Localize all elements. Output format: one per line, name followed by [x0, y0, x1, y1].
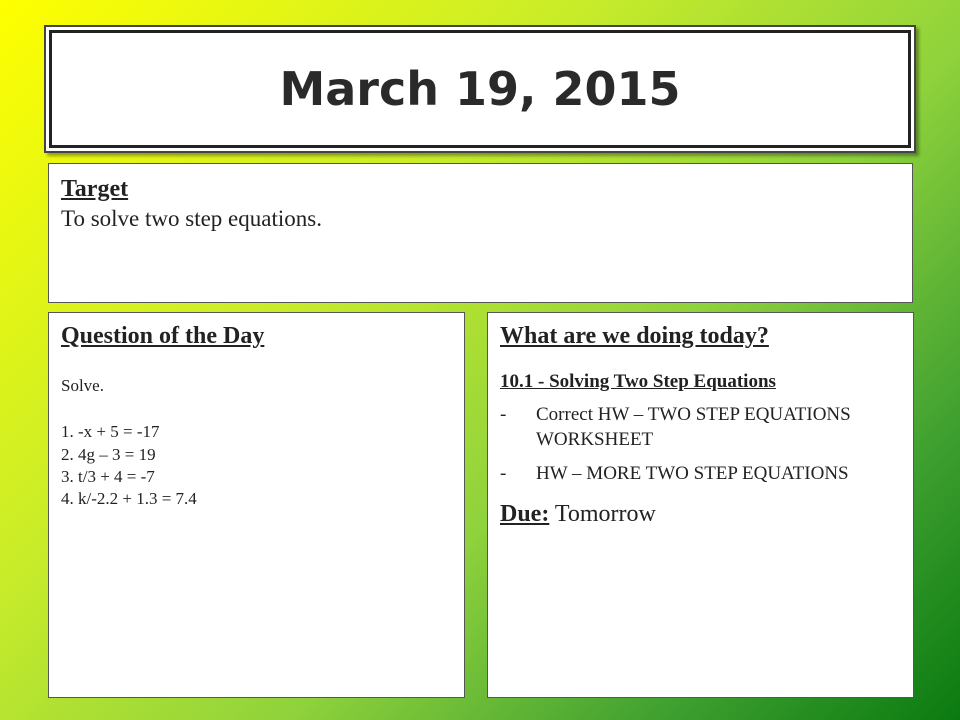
task-marker: - [500, 404, 507, 425]
equation-item: 4. k/-2.2 + 1.3 = 7.4 [61, 489, 197, 509]
equation-item: 1. -x + 5 = -17 [61, 422, 160, 442]
agenda-heading: What are we doing today? [500, 323, 769, 349]
due-value: Tomorrow [554, 501, 656, 528]
title-banner [44, 25, 916, 153]
task-text: Correct HW – TWO STEP EQUATIONS WORKSHEET [536, 404, 851, 450]
task-text: HW – MORE TWO STEP EQUATIONS [536, 463, 849, 485]
equation-item: 3. t/3 + 4 = -7 [61, 466, 155, 486]
task-list [500, 403, 901, 487]
target-panel [48, 163, 913, 303]
task-marker: - [500, 463, 507, 485]
qotd-prompt: Solve. [61, 376, 104, 395]
title-inner-border [49, 30, 911, 148]
agenda-panel [487, 312, 914, 698]
equation-item: 2. 4g – 3 = 19 [61, 444, 156, 464]
target-heading: Target [61, 176, 129, 202]
qotd-heading: Question of the Day [61, 323, 265, 349]
task-item [500, 462, 901, 487]
lesson-section-title: 10.1 - Solving Two Step Equations [500, 371, 776, 392]
slide-title: March 19, 2015 [279, 62, 681, 116]
task-item [500, 403, 901, 452]
target-text: To solve two step equations. [61, 206, 322, 231]
question-of-the-day-panel [48, 312, 465, 698]
due-line [500, 501, 901, 528]
equation-list [61, 421, 452, 511]
due-label: Due: [500, 501, 550, 528]
